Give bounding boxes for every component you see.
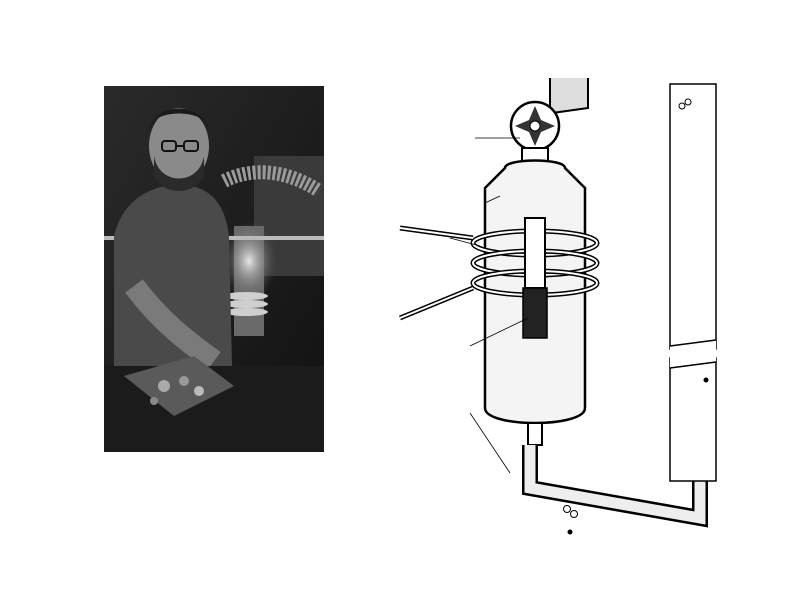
legend bbox=[564, 506, 578, 535]
photo-james-aronson bbox=[104, 86, 324, 452]
glass-vessel-icon bbox=[400, 161, 700, 519]
mass-spectrometer-diagram bbox=[360, 78, 800, 598]
pump-icon bbox=[511, 78, 588, 162]
readings-gauge bbox=[670, 84, 716, 481]
